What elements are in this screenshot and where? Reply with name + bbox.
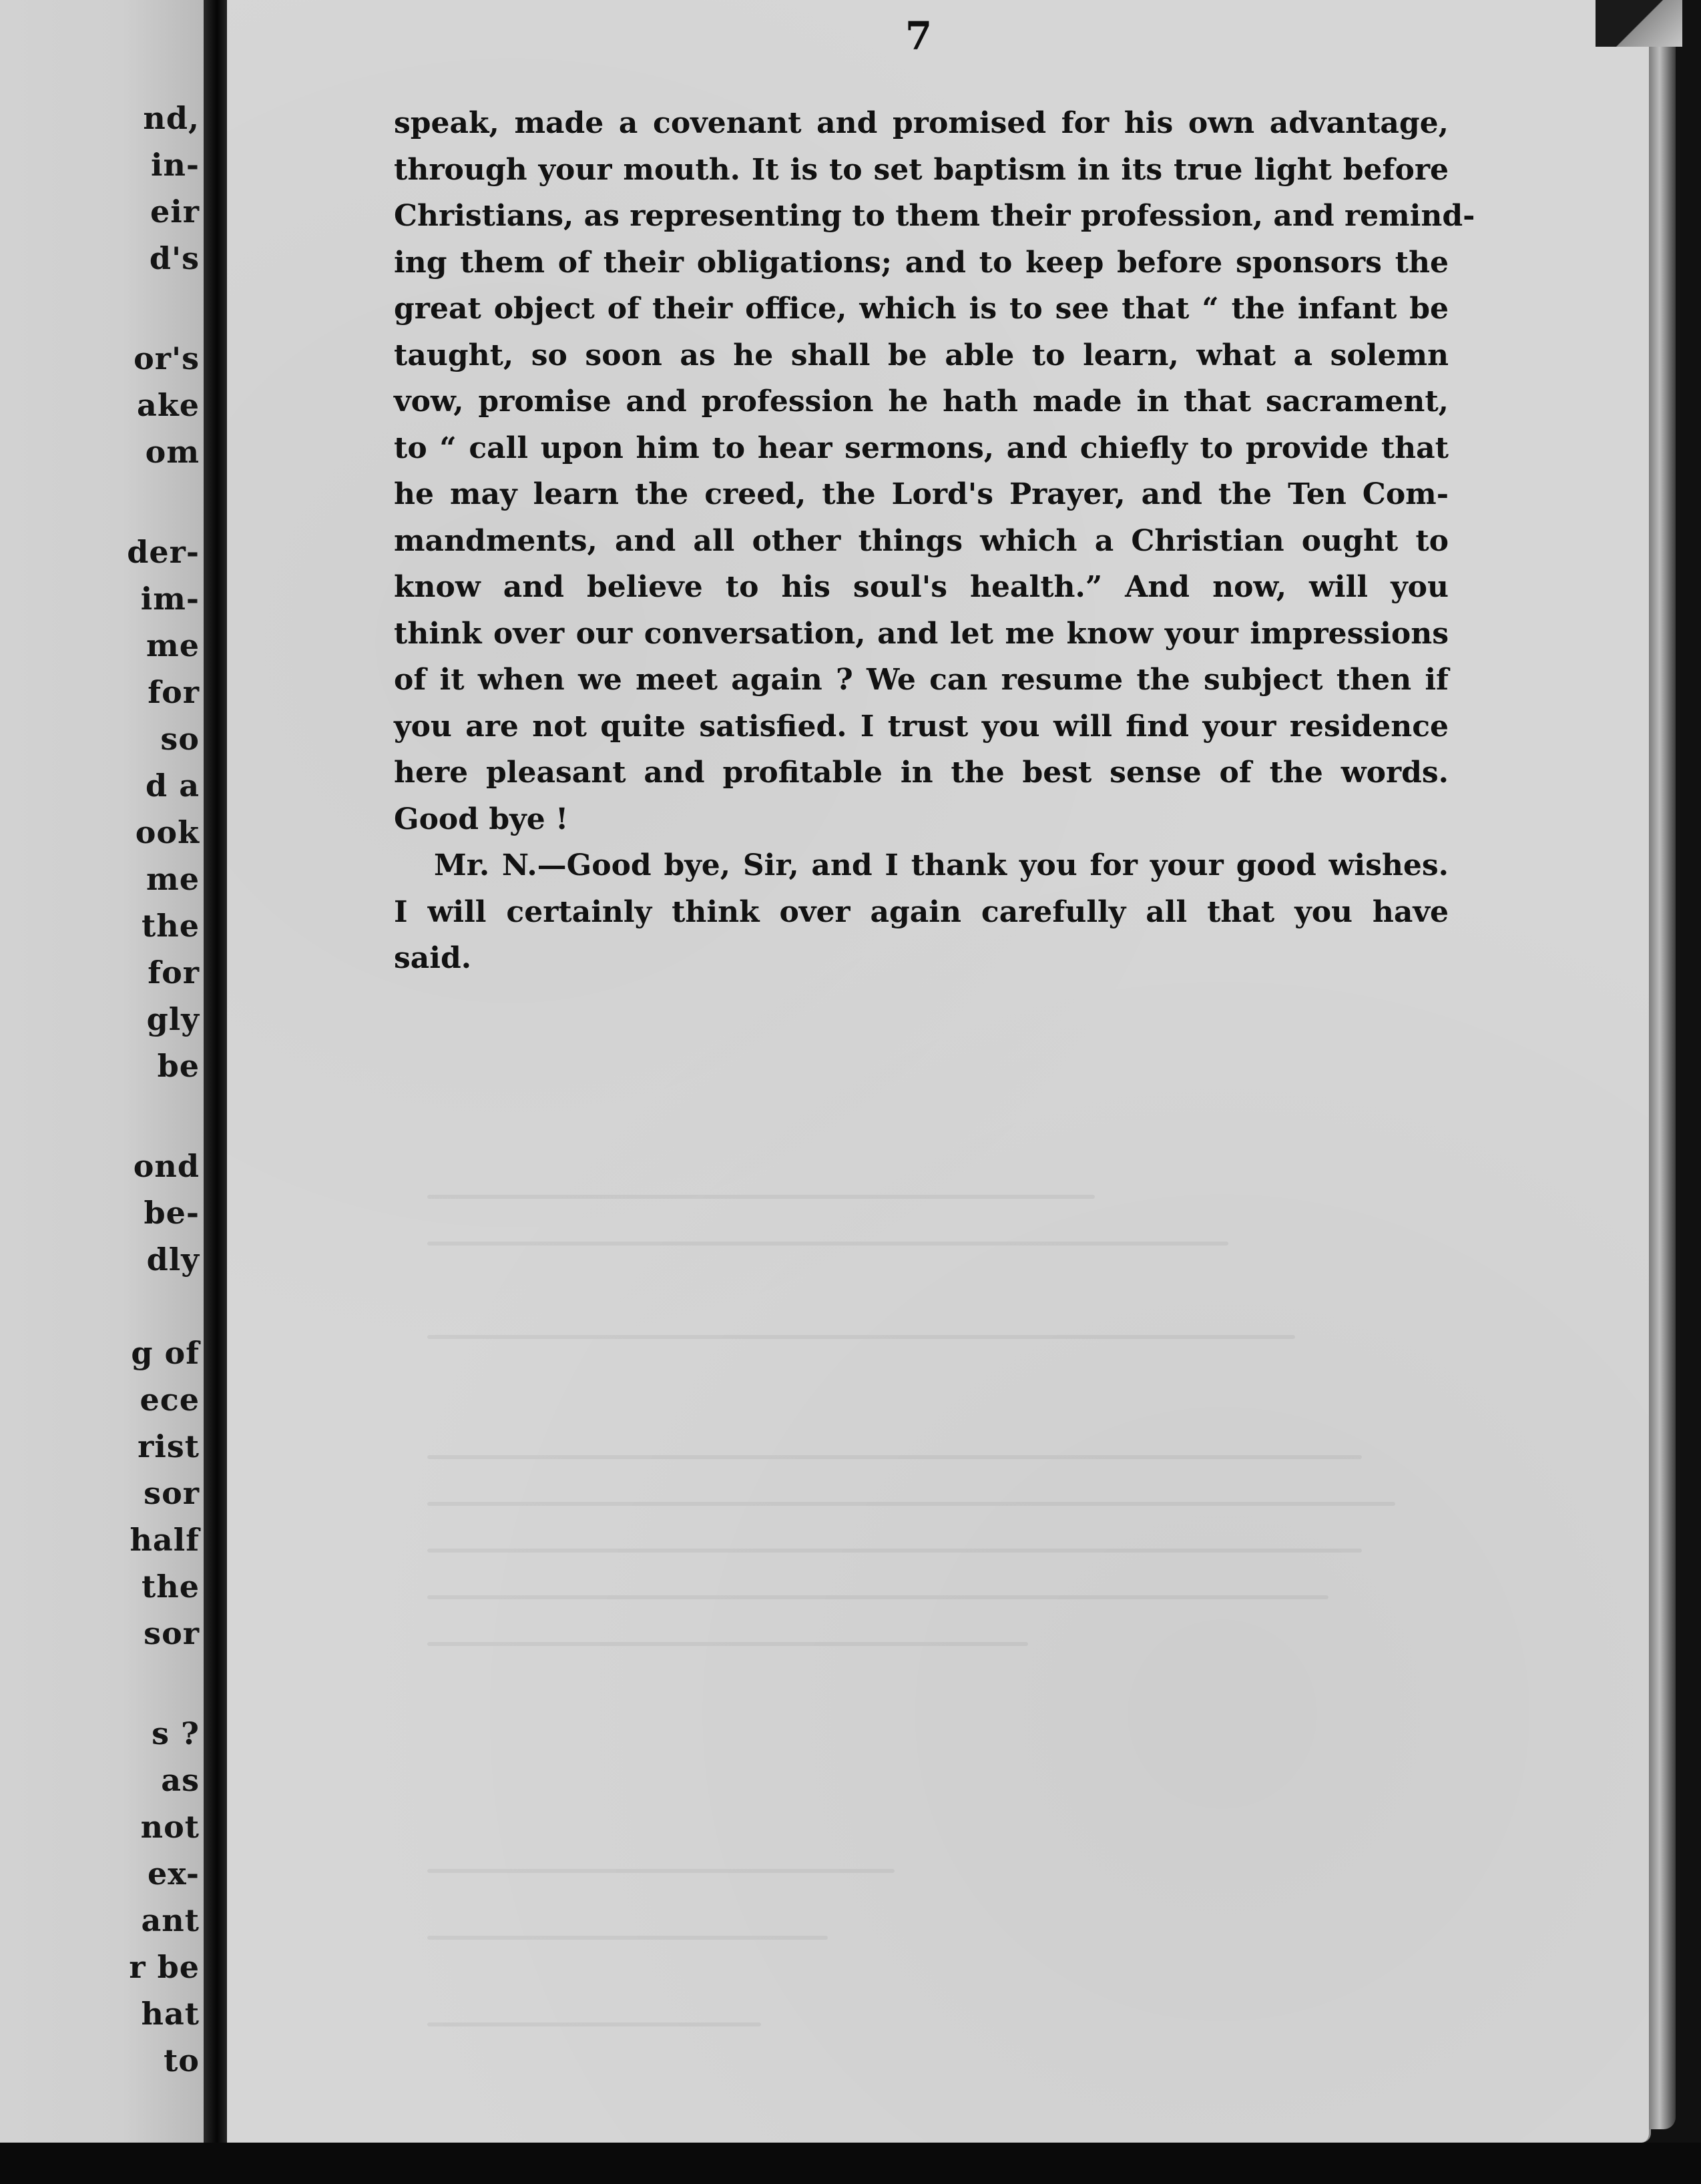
text-line: to “ call upon him to hear sermons, and chiefly to provide that: [394, 431, 1449, 465]
left-fragment: om: [145, 434, 200, 470]
left-fragment: ook: [135, 814, 200, 850]
left-fragment: ex-: [148, 1856, 200, 1892]
left-fragment: sor: [144, 1475, 200, 1511]
left-fragment: half: [130, 1522, 200, 1558]
left-fragment: gly: [146, 1001, 200, 1037]
page-edge-shadow: [1649, 20, 1676, 2129]
left-fragment: nd,: [143, 100, 200, 136]
left-fragment: eir: [150, 194, 200, 230]
body-text: [394, 100, 1475, 982]
text-line: taught, so soon as he shall be able to learn, what a solemn: [394, 338, 1449, 372]
left-facing-page: [0, 0, 204, 2184]
show-through-mark: [427, 1642, 1028, 1646]
left-fragment: g of: [131, 1335, 200, 1371]
left-fragment: im-: [140, 581, 200, 617]
left-fragment: to: [164, 2042, 200, 2079]
show-through-mark: [427, 1195, 1095, 1199]
left-fragment: the: [142, 908, 200, 944]
left-fragment: d's: [149, 240, 200, 276]
text-line: Christians, as representing to them their profession, and remind-: [394, 199, 1475, 233]
show-through-mark: [427, 1455, 1362, 1459]
text-line: I will certainly think over again carefully all that you have: [394, 894, 1449, 929]
text-line: know and believe to his soul's health.” And now, will you: [394, 570, 1449, 604]
show-through-mark: [427, 1869, 895, 1873]
left-fragment: s ?: [152, 1715, 200, 1751]
left-fragment: ant: [141, 1902, 200, 1938]
left-fragment: dly: [146, 1242, 200, 1278]
left-fragment: be-: [144, 1195, 200, 1231]
text-line: mandments, and all other things which a Christian ought to: [394, 523, 1449, 558]
text-line: Good bye !: [394, 802, 569, 836]
left-fragment: hat: [141, 1996, 200, 2032]
left-fragment: the: [142, 1569, 200, 1605]
left-fragment: r be: [129, 1949, 200, 1985]
show-through-mark: [427, 1502, 1395, 1506]
left-fragment: me: [146, 861, 200, 897]
left-fragment: ece: [140, 1382, 200, 1418]
text-line: through your mouth. It is to set baptism in its true light before: [394, 152, 1449, 187]
text-line: think over our conversation, and let me know your impressions: [394, 616, 1449, 651]
left-fragment: sor: [144, 1615, 200, 1651]
left-fragment: as: [161, 1762, 200, 1798]
text-line: of it when we meet again ? We can resume the subject then if: [394, 663, 1449, 697]
left-fragment: for: [148, 674, 200, 710]
show-through-mark: [427, 2022, 761, 2026]
text-line: here pleasant and profitable in the best sense of the words.: [394, 756, 1449, 790]
left-fragment: in-: [150, 147, 200, 183]
left-fragment: be: [157, 1048, 200, 1084]
text-line: speak, made a covenant and promised for his own advantage,: [394, 106, 1449, 140]
show-through-mark: [427, 1335, 1295, 1339]
show-through-mark: [427, 1242, 1228, 1246]
scan-bottom-border: [0, 2143, 1701, 2184]
text-line: vow, promise and profession he hath made in that sacrament,: [394, 384, 1449, 419]
text-line: he may learn the creed, the Lord's Prayer, and the Ten Com-: [394, 477, 1449, 511]
show-through-mark: [427, 1595, 1328, 1599]
left-fragment: ake: [137, 387, 200, 423]
left-fragment: or's: [134, 340, 200, 376]
left-fragment: so: [160, 721, 200, 757]
show-through-mark: [427, 1549, 1362, 1553]
text-line: ing them of their obligations; and to keep before sponsors the: [394, 245, 1449, 280]
left-fragment: not: [140, 1809, 200, 1845]
page-number: 7: [905, 13, 933, 59]
text-line: great object of their office, which is to see that “ the infant be: [394, 292, 1449, 326]
left-fragment: ond: [133, 1148, 200, 1184]
show-through-mark: [427, 1936, 828, 1940]
left-fragment: me: [146, 627, 200, 663]
text-line: you are not quite satisfied. I trust you will find your residence: [394, 709, 1449, 744]
text-line: Mr. N.—Good bye, Sir, and I thank you for your good wishes.: [434, 848, 1449, 882]
left-fragment: d a: [146, 768, 200, 804]
left-fragment: der-: [127, 534, 200, 570]
left-fragment: rist: [138, 1428, 200, 1464]
left-fragment: for: [148, 954, 200, 991]
page-corner: [1596, 0, 1682, 47]
book-binding-gutter: [204, 0, 230, 2184]
text-line: said.: [394, 941, 472, 975]
